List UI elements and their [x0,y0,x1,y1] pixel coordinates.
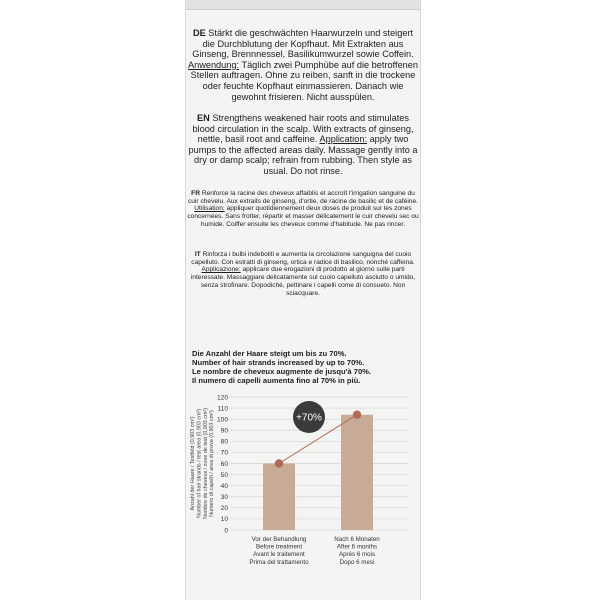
x-category-label: Vor der Behandlung [251,536,307,543]
claim-it: Il numero di capelli aumenta fino al 70% in più. [192,376,361,385]
y-tick-label: 10 [220,516,228,524]
de-description: Stärkt die geschwächten Haarwurzeln und steigert die Durchblutung der Kopfhaut. Mit Extrakten aus Ginseng, Brennnessel, Basilikumwurzel sowie Coffein. [192,28,414,60]
y-label-line: Anzahl der Haare / Testfeld (0,903 cm²) [190,416,196,511]
hair-count-claims [192,349,414,385]
it-application-label: Applicazione: [201,266,241,274]
y-axis-ticks [217,394,228,534]
x-category-label: Avant le traitement [253,551,305,559]
y-tick-label: 80 [220,438,228,446]
y-tick-label: 100 [216,416,228,424]
y-label-line: Nombre de cheveux / zone de test (0,903 cm²) [202,407,209,520]
y-tick-label: 110 [217,405,228,413]
fr-section [186,190,420,229]
y-tick-label: 120 [216,394,228,402]
fr-description: Renforce la racine des cheveux affaiblis et accroît l'irrigation sanguine du cuir chevelu. Aux extraits de ginseng, d'ortie, de racine de basilic et de caféine. [188,190,418,205]
y-label-line: Number of hair strands / test area (0.903 cm²) [196,408,203,519]
y-tick-label: 30 [220,494,228,502]
en-application-text: apply two pumps to the affected areas daily. Massage gently into a dry or damp scalp; refrain from rubbing. Then style as usual. Do not rinse. [188,134,418,176]
x-category-label: After 6 months [336,543,378,551]
claim-de: Die Anzahl der Haare steigt um bis zu 70%. [192,349,347,358]
x-category-label: Après 6 mois [338,551,376,559]
it-application-text: applicare due erogazioni di prodotto al giorno sulle parti interessate. Massaggiare delicatamente sul cuoio capelluto asciutto o umido, senza strofinare. Dopodiché, pettinare i capelli come di consueto. Non sciacquare. [190,266,416,297]
en-language-code: EN [197,113,210,123]
en-application-label: Application: [319,134,367,145]
y-axis-label [190,408,215,519]
it-description: Rinforza i bulbi indeboliti e aumenta la circolazione sanguigna del cuoio capelluto. Con estratti di ginseng, ortica e radice di basilico, nonché caffeina. [191,251,415,266]
x-category-label: Prima del trattamento [249,558,309,566]
box-top-flap [186,0,420,10]
y-tick-label: 0 [224,527,228,535]
bar-2 [341,415,373,530]
y-label-line: Numero di capelli / area di prova (0,903 cm²) [209,410,216,517]
y-tick-label: 20 [220,505,228,513]
it-language-code: IT [194,251,201,258]
en-description: Strengthens weakened hair roots and stimulates blood circulation in the scalp. With extracts of ginseng, nettle, basil root and caffeine. [192,113,414,145]
claim-fr: Le nombre de cheveux augmente de jusqu'à 70%. [192,367,372,376]
hair-count-bar-chart [186,392,420,592]
de-language-code: DE [192,28,206,38]
de-section [186,28,420,102]
fr-language-code: FR [191,190,200,197]
en-section [186,113,420,177]
y-tick-label: 70 [220,449,228,457]
x-category-label: Dopo 6 mesi [339,558,375,566]
y-tick-label: 60 [220,460,228,468]
chart-bars [263,412,373,530]
de-application-text: Täglich zwei Pumphübe auf die betroffenen Stellen auftragen. Ohne zu reiben, sanft in die trockene oder feuchte Kopfhaut einmassieren. Danach wie gewohnt frisieren. Nicht ausspülen. [190,59,419,102]
increase-badge [293,401,325,433]
y-tick-label: 40 [220,482,228,490]
fr-application-label: Utilisation: [194,205,225,213]
y-tick-label: 90 [220,427,228,435]
it-section [186,251,420,297]
x-category-label: Nach 6 Monaten [334,536,380,543]
fr-application-text: appliquer quotidiennement deux doses de produit sur les zones concernées. Sans frotter, répartir et masser délicatement le cuir chevelu sec ou humide. Coiffer ensuite les cheveux comme d'habitude. Ne pas rincer. [187,205,419,228]
data-point-marker [353,411,361,419]
de-application-label: Anwendung: [187,59,240,70]
badge-text: +70% [296,412,322,424]
data-point-marker [275,459,283,467]
claim-en: Number of hair strands increased by up to 70%. [192,358,365,367]
x-axis-categories [249,536,380,566]
bar-1 [263,464,295,531]
x-category-label: Before treatment [255,543,303,551]
product-box-panel [185,0,421,600]
y-tick-label: 50 [220,471,228,479]
